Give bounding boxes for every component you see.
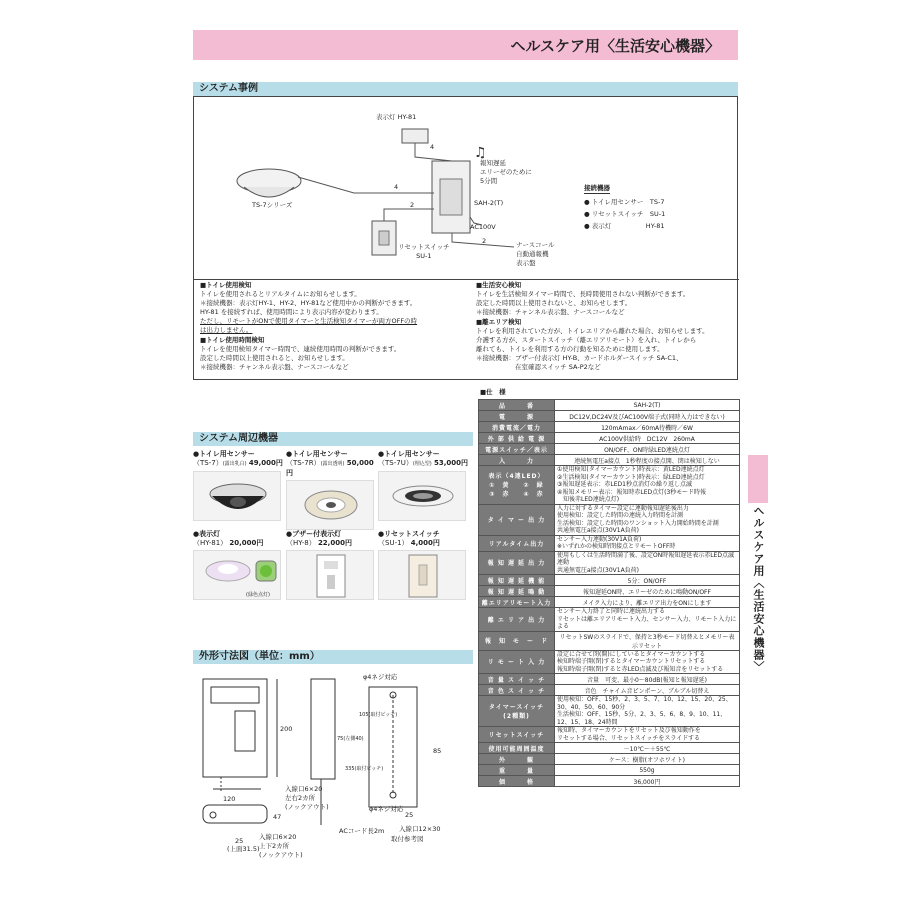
product-note: (露出透明): [320, 461, 345, 467]
feature-line: ＊接続機器：チャンネル表示盤、ナースコールなど: [200, 363, 349, 371]
feature-line: ＊接続機器：表示灯HY-1、HY-2、HY-81など使用中かの判断ができます。: [200, 299, 417, 307]
dim-height: 200: [280, 725, 293, 733]
product-price: 22,000円: [317, 539, 352, 547]
feature-life-detect: [476, 281, 736, 372]
wire-reset: [384, 209, 434, 221]
feature-title: ■トイレ使用時間検知: [200, 336, 265, 344]
product-model: （HY-81）: [193, 539, 228, 547]
spec-key: 電 源: [479, 411, 555, 422]
spec-row: [479, 754, 740, 765]
spec-value: 550g: [555, 765, 740, 776]
feature-line: トイレを使用検知タイマー時間で、連続使用時間の判断ができます。: [200, 345, 401, 353]
spec-value: リセットSWのスライドで、保持と3秒モード切替えとメモリー表示リセット: [555, 631, 740, 650]
product-name: ●トイレ用センサー: [286, 450, 348, 458]
spec-value: －10℃〜＋55℃: [555, 743, 740, 754]
knockout-bottom: 入線口6×20 上下2カ所 (ノックアウト): [259, 833, 303, 859]
spec-value: 使用検知：OFF、15秒、2、3、5、7、10、12、15、20、25、30、40、50、60、90分 生活検知：OFF、15秒、5分、2、3、5、6、8、9、10、11、12、15、18、24時間: [555, 696, 740, 727]
product-price: 50,000円: [286, 459, 374, 477]
side-tab-label: ヘルスケア用〈生活安心機器〉: [752, 505, 765, 673]
spec-row: [479, 696, 740, 727]
spec-row: [479, 535, 740, 551]
feature-title: ■生活安心検知: [476, 281, 522, 289]
reset-label: リセットスイッチ SU-1: [398, 243, 450, 260]
screw-top: φ4ネジ対応: [363, 673, 398, 681]
spec-key: 報 知 遅 延 鳴 動: [479, 586, 555, 597]
spec-key: 外 観: [479, 754, 555, 765]
spec-value: SAH-2(T): [555, 400, 740, 411]
dim-25b: 25: [405, 811, 414, 819]
dim-335: 335(取付ピッチ): [345, 766, 384, 772]
spec-key: 音 色 ス イ ッ チ: [479, 685, 555, 696]
feature-title: ■離エリア検知: [476, 318, 522, 326]
feature-title: ■トイレ使用検知: [200, 281, 252, 289]
product-price: 20,000円: [229, 539, 264, 547]
spec-key: 電源スイッチ／表示: [479, 444, 555, 455]
spec-key: リセットスイッチ: [479, 727, 555, 743]
spec-key: 表示（4連LED） ① 黄 ② 緑 ③ 赤 ④ 赤: [479, 466, 555, 505]
spec-value: メイク入力により、離エリア出力をONにします: [555, 597, 740, 608]
spec-row: [479, 685, 740, 696]
spec-row: [479, 727, 740, 743]
side-tab: [748, 455, 768, 503]
dim-105: 105(取付ピッチ): [359, 712, 398, 718]
system-section-title: システム事例: [199, 83, 258, 94]
spec-key: 入 力: [479, 455, 555, 466]
wire-sensor: [298, 177, 434, 193]
peripherals-section-title: システム周辺機器: [199, 433, 278, 444]
connected-devices: [584, 175, 724, 231]
dim-85: 85: [433, 747, 442, 755]
wire-count-4b: 4: [394, 183, 399, 191]
spec-row: [479, 400, 740, 411]
spec-value: 36,000円: [555, 776, 740, 787]
sensor-label: TS-7シリーズ: [252, 201, 293, 209]
product-name: ●表示灯: [193, 530, 221, 538]
reset-switch-button: [379, 231, 389, 245]
spec-key: タイマースイッチ (2種類): [479, 696, 555, 727]
section-bar-system: [193, 82, 738, 96]
spec-key: 消費電流／電力: [479, 422, 555, 433]
spec-title: ■仕 様: [480, 388, 506, 396]
section-bar-peripherals: [193, 432, 473, 446]
product-model: （HY-8）: [286, 539, 316, 547]
spec-key: 離エリアリモート入力: [479, 597, 555, 608]
spec-value: 設定に合せて閉(開)にしているとタイマーカウントする 検知時端子開(閉)するとタイマーカウントリセットする 報知時端子開(閉)すると赤LED点滅及び報知音をリセットする: [555, 650, 740, 674]
spec-value: 報知時、タイマーカウントをリセット及び報知動作を リセットする場合、リセットスイッチをスライドする: [555, 727, 740, 743]
product-image: [378, 550, 466, 600]
banner-title: ヘルスケア用〈生活安心機器〉: [510, 37, 720, 55]
spec-key: 報 知 モ ー ド: [479, 631, 555, 650]
music-note-icon: ♫: [474, 145, 487, 161]
product-name: ●トイレ用センサー: [378, 450, 440, 458]
device-item: ● 表示灯 HY-81: [584, 222, 665, 230]
spec-key: タ イ マ ー 出 力: [479, 504, 555, 535]
spec-key: 外 部 供 給 電 源: [479, 433, 555, 444]
notice-note: 報知遅延 エリーゼのために 5分間: [480, 159, 532, 185]
spec-value: 音量 可変、最小0〜80dB(報知と報知遅延): [555, 674, 740, 685]
spec-value: ケース：樹脂(オフホワイト): [555, 754, 740, 765]
product-note: (埋込型): [412, 461, 432, 467]
spec-value: 5分：ON/OFF: [555, 575, 740, 586]
device-item: ● リセットスイッチ SU-1: [584, 210, 666, 218]
product-price: 53,000円: [433, 459, 468, 467]
spec-key: 離 エ リ ア 出 力: [479, 608, 555, 632]
product-card: [286, 530, 378, 600]
spec-row: [479, 776, 740, 787]
dimension-svg: [193, 665, 478, 865]
divider: [194, 279, 739, 280]
dim-width: 120: [223, 795, 236, 803]
product-name: ●リセットスイッチ: [378, 530, 440, 538]
spec-row: [479, 466, 740, 505]
wire-count-4a: 4: [430, 143, 435, 151]
wire-count-2b: 2: [482, 237, 487, 245]
spec-row: [479, 551, 740, 575]
product-card: [378, 450, 470, 521]
product-card: [193, 450, 285, 521]
screw-bottom: φ4ネジ対応: [369, 805, 404, 813]
display-lamp-shape: [402, 129, 428, 143]
unit-panel: [440, 179, 462, 215]
spec-row: [479, 765, 740, 776]
spec-row: [479, 674, 740, 685]
nurse-label: ナースコール 自動通報機 表示盤: [516, 241, 555, 267]
spec-value: 使用もしくは生活時間満了後、設定ON時報知遅延表示赤LED点滅連動 共通無電圧a接点(30V1A負荷): [555, 551, 740, 575]
spec-key: 報 知 遅 延 出 力: [479, 551, 555, 575]
spec-key: リアルタイム出力: [479, 535, 555, 551]
spec-row: [479, 650, 740, 674]
dim-75: 75(左側40): [337, 736, 364, 742]
feature-line: HY-81 を接続すれば、使用時間により表示内容が変わります。: [200, 308, 383, 316]
feature-line: ただし、リモートがONで使用タイマーと生活検知タイマーが両方OFFの時: [200, 317, 418, 325]
product-card: [286, 450, 378, 530]
ac-label: AC100V: [470, 223, 496, 231]
knockout-side: 入線口6×20 左右2カ所 (ノックアウト): [285, 785, 329, 811]
product-card: [193, 530, 285, 600]
dimensions-section-title: 外形寸法図（単位：mm）: [199, 651, 320, 662]
spec-value: AC100V供給時 DC12V 260mA: [555, 433, 740, 444]
feature-line: トイレを生活検知タイマー時間で、長時間使用されない判断ができます。: [476, 290, 690, 298]
spec-value: センサー入力終了と同時に連続出力する リセットは離エリアリモート入力、センサー入力、リモート入力による: [555, 608, 740, 632]
feature-line: トイレを使用されるとリアルタイムにお知らせします。: [200, 290, 361, 298]
feature-line: 設定した時間以上使用されないと、お知らせします。: [476, 299, 632, 307]
spec-row: [479, 433, 740, 444]
product-price: 4,000円: [410, 539, 440, 547]
spec-key: 報 知 遅 延 機 能: [479, 575, 555, 586]
spec-row: [479, 608, 740, 632]
feature-line: 設定した時間以上使用されると、お知らせします。: [200, 354, 349, 362]
product-image: [378, 471, 466, 521]
feature-line: 介護する方が、スタートスイッチ（離エリアリモート）を入れ、トイレから: [476, 336, 697, 344]
spec-row: [479, 631, 740, 650]
product-model: （TS-7）: [193, 459, 223, 467]
spec-value: 音色 チャイム音ピンポーン、ブルブル切替え: [555, 685, 740, 696]
feature-line: 離れても、トイレを利用する方の行動を知るために使用します。: [476, 345, 664, 353]
section-bar-dimensions: [193, 650, 473, 664]
feature-line: は出力しません。: [200, 326, 253, 334]
system-example-panel: [193, 96, 738, 380]
spec-value: 報知遅延ON時、エリーゼのために鳴動ON/OFF: [555, 586, 740, 597]
spec-key: 重 量: [479, 765, 555, 776]
dim-25: 25: [235, 837, 244, 845]
spec-value: センサー入力連動(30V1A負荷) ※いずれかの検知時閉接点とリモートOFF時: [555, 535, 740, 551]
product-image: [286, 550, 374, 600]
mount-reference: 取付参考図: [391, 835, 424, 843]
spec-value: DC12V,DC24V及びAC100V端子式(同時入力はできない): [555, 411, 740, 422]
feature-line: ＊接続機器：チャンネル表示盤、ナースコールなど: [476, 308, 625, 316]
spec-key: 使用可能周囲温度: [479, 743, 555, 754]
page-banner: [193, 30, 738, 60]
product-model: （TS-7R）: [286, 459, 321, 467]
spec-value: ①使用検知(タイマーカウント)時表示：黄LED連続点灯 ②生活検知(タイマーカウント)時表示：緑LED連続点灯 ③報知遅延表示：赤LED1秒点消灯の繰り返し点滅 ④報知メモリー表示：報知時赤LED点灯(3秒モード時報 知後赤LED連続点灯): [555, 466, 740, 505]
cord-length: ACコード長2m: [339, 827, 385, 835]
feature-line: トイレを利用されていた方が、トイレエリアから離れた場合、お知らせします。: [476, 327, 709, 335]
spec-row: [479, 455, 740, 466]
feature-line: 在室確認スイッチ SA-P2など: [476, 363, 601, 371]
spec-row: [479, 411, 740, 422]
product-image: [286, 480, 374, 530]
dim-top: (上面31.5): [227, 845, 260, 853]
unit-label: SAH-2(T): [474, 199, 504, 207]
spec-value: 連続無電圧a接点 1秒程度の接点開、閉は検知しない: [555, 455, 740, 466]
dimension-drawing: [193, 665, 478, 865]
spec-key: 価 格: [479, 776, 555, 787]
spec-value: 入力に対するタイマー設定に連動報知遅延後出力 使用検知：設定した時間の連続入力時間を計測 生活検知：設定した時間のワンショット入力開始時間を計測 共通無電圧a接点(30V1A負荷): [555, 504, 740, 535]
spec-key: リ モ ー ト 入 力: [479, 650, 555, 674]
spec-key: 音 量 ス イ ッ チ: [479, 674, 555, 685]
spec-row: [479, 586, 740, 597]
product-name: ●ブザー付表示灯: [286, 530, 342, 538]
product-name: ●トイレ用センサー: [193, 450, 255, 458]
spec-value: 120mAmax／60mA待機時／6W: [555, 422, 740, 433]
feature-line: ＊接続機器：ブザー付表示灯 HY-B、カードホルダースイッチ SA-C1、: [476, 354, 683, 362]
spec-row: [479, 597, 740, 608]
product-model: （TS-7U）: [378, 459, 413, 467]
product-price: 49,000円: [248, 459, 283, 467]
spec-row: [479, 504, 740, 535]
device-item: ● トイレ用センサー TS-7: [584, 198, 665, 206]
feature-toilet-detect: [200, 281, 470, 372]
devices-title: 接続機器: [584, 184, 610, 192]
display-lamp-label: 表示灯 HY-81: [376, 113, 417, 121]
spec-key: 品 番: [479, 400, 555, 411]
spec-row: [479, 444, 740, 455]
spec-row: [479, 422, 740, 433]
wire-count-2a: 2: [410, 201, 415, 209]
product-model: （SU-1）: [378, 539, 409, 547]
product-image: [193, 471, 281, 521]
inlet-size: 入線口12×30: [399, 825, 441, 833]
spec-table: [478, 399, 740, 787]
product-image: [193, 550, 281, 600]
spec-value: ON/OFF、ON時緑LED連続点灯: [555, 444, 740, 455]
product-card: [378, 530, 470, 600]
dim-depth: 47: [273, 813, 282, 821]
sensor-dome: [244, 187, 294, 197]
spec-row: [479, 575, 740, 586]
spec-row: [479, 743, 740, 754]
product-note: (露出乳白): [222, 461, 247, 467]
green-note: (緑色点灯): [246, 592, 270, 598]
